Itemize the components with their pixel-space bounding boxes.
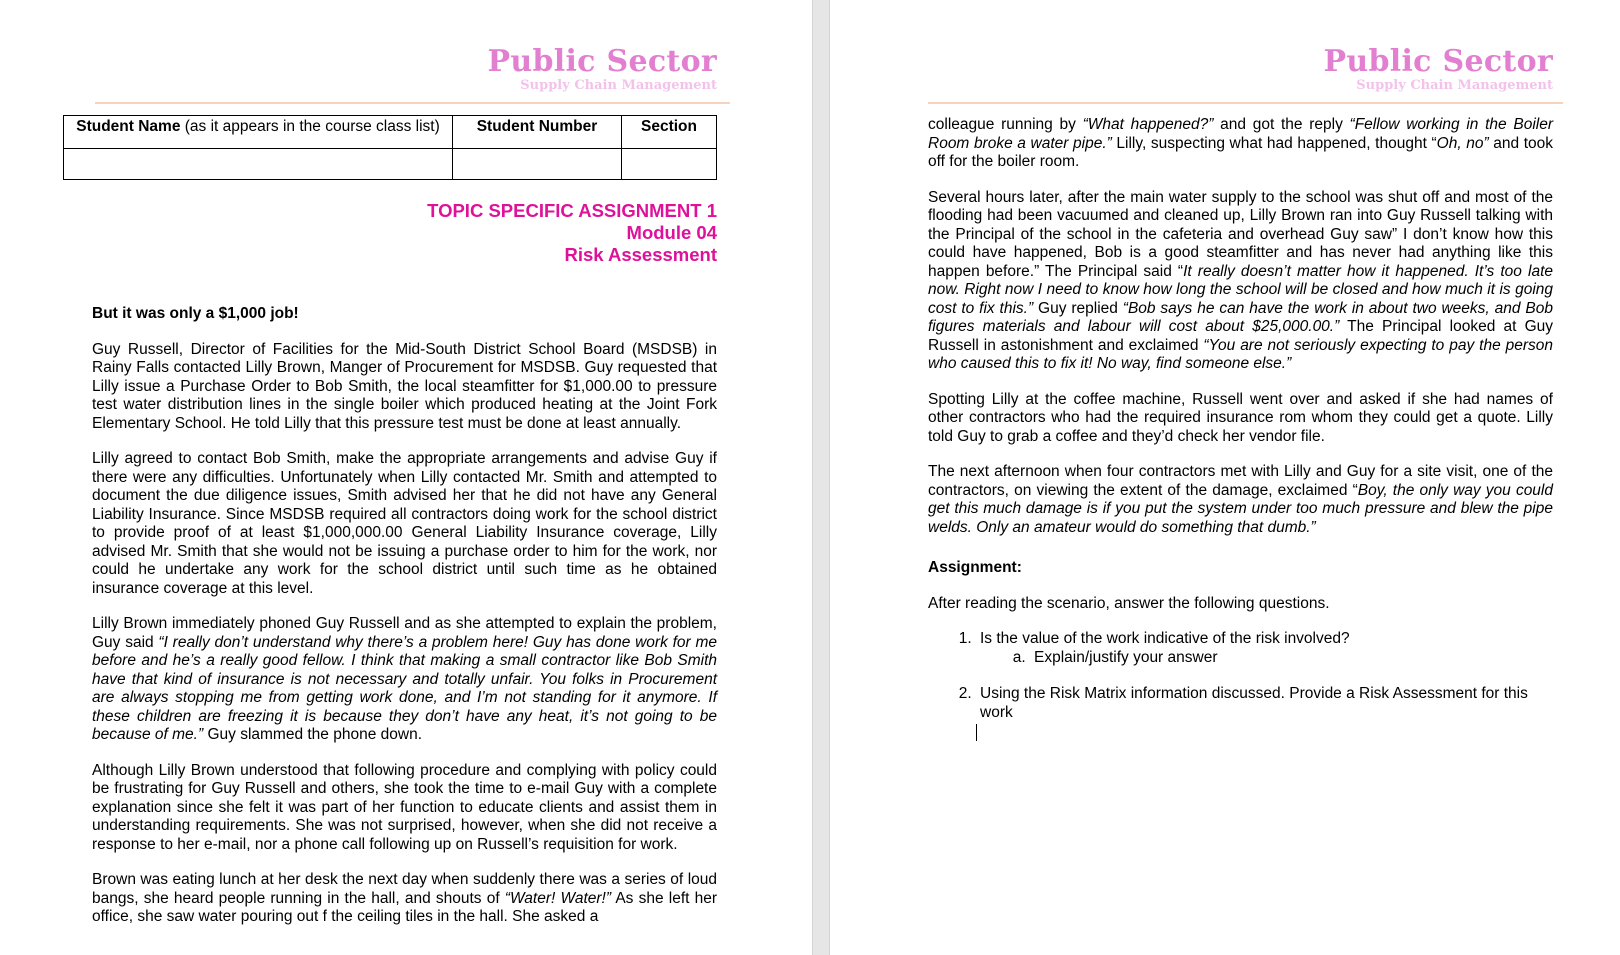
paragraph: Lilly Brown immediately phoned Guy Russell and as she attempted to explain the problem, Guy said “I really don’t understand why there’s a problem here! Guy has done work for me before and he’s a really good fellow. I think that making a small contractor like Bob Smith have that kind of insurance is not necessary and totally unfair. You folks in Procurement are always stopping me from getting work done, and I’m not standing for it anymore. If these children are freezing it is because they don’t have any heat, it’s not going to be because of me.” Guy slammed the phone down. [92, 615, 717, 743]
sub-question-list [980, 649, 1553, 668]
paragraph: Although Lilly Brown understood that following procedure and complying with policy could be frustrating for Guy Russell and others, she took the time to e-mail Guy with a complete explanation since she felt it was part of her function to educate clients and assist them in understanding requirements. She was not surprised, however, when she did not receive a response to her e-mail, nor a phone call following up on Russell’s requisition for work. [92, 761, 717, 853]
student-number-cell[interactable] [453, 149, 622, 180]
instructions: After reading the scenario, answer the following questions. [928, 594, 1330, 612]
header-logo [488, 46, 717, 94]
student-number-header: Student Number [453, 116, 622, 149]
module-number: Module 04 [626, 222, 717, 243]
assignment-label: Assignment: [928, 559, 1022, 576]
question-item: 1. Is the value of the work indicative of the risk involved? a. Explain/justify your answer [976, 630, 1553, 667]
assignment-heading [427, 200, 717, 266]
student-info-table [63, 115, 717, 180]
sub-question-item: a. Explain/justify your answer [1030, 649, 1553, 668]
paragraph: Brown was eating lunch at her desk the next day when suddenly there was a series of loud bangs, she heard people running in the hall, and shouts of “Water! Water!” As she left her office, she saw water pouring out f the ceiling tiles in the hall. She asked a [92, 871, 718, 925]
paragraph: Lilly agreed to contact Bob Smith, make the appropriate arrangements and advise Guy if there were any difficulties. Unfortunately when Lilly contacted Mr. Smith and attempted to document the due diligence issues, Smith advised her that he did not have any General Liability Insurance. Since MSDSB required all contractors doing work for the school district to provide proof of at least $1,000,000.00 General Liability Insurance coverage, Lilly advised Mr. Smith that she would not be issuing a purchase order to him for the work, nor could he undertake any work for the school district until such time as he obtained insurance coverage at this level. [92, 450, 717, 597]
question-item: 2. Using the Risk Matrix information discussed. Provide a Risk Assessment for this work [976, 685, 1553, 722]
paragraph: Guy Russell, Director of Facilities for the Mid-South District School Board (MSDSB) in Rainy Falls contacted Lilly Brown, Manger of Procurement for MSDSB. Guy requested that Lilly issue a Purchase Order to Bob Smith, the local steamfitter for $1,000.00 to pressure test water distribution lines in the single boiler which produced heating at the Joint Fork Elementary School. He told Lilly that this pressure test must be done at least annually. [92, 340, 717, 432]
logo-subtitle: Supply Chain Management [1356, 78, 1553, 93]
paragraph: The next afternoon when four contractors met with Lilly and Guy for a site visit, one of the contractors, on viewing the extent of the damage, exclaimed “Boy, the only way you could get this much damage is if you put the system under too much pressure and blew the pipe welds. Only an amateur would do something that dumb.” [928, 463, 1553, 536]
question-list [928, 630, 1553, 722]
module-topic: Risk Assessment [564, 244, 717, 265]
scenario-title: But it was only a $1,000 job! [92, 305, 299, 322]
scenario-text-right [928, 116, 1553, 743]
section-cell[interactable] [622, 149, 717, 180]
section-header: Section [622, 116, 717, 149]
logo-title: Public Sector [1323, 44, 1553, 79]
paragraph: Several hours later, after the main water supply to the school was shut off and most of the flooding had been vacuumed and cleaned up, Lilly Brown ran into Guy Russell talking with the Principal of the school in the cafeteria and overhead Guy saw” I don’t know how this could have happened, Bob is a good steamfitter and has never had anything like this happen before.” The Principal said “It really doesn’t matter how it happened. It’s too late now. Right now I need to know how long the school will be closed and how much it is going cost to fix this.” Guy replied “Bob says he can have the work in about two weeks, and Bob figures materials and labour will cost about $25,000.00.” The Principal looked at Guy Russell in astonishment and exclaimed “You are not seriously expecting to pay the person who caused this to fix it! No way, find someone else.” [928, 188, 1554, 372]
paragraph: colleague running by “What happened?” and got the reply “Fellow working in the Boiler Room broke a water pipe.” Lilly, suspecting what had happened, thought “Oh, no” and took off for the boiler room. [928, 116, 1554, 170]
header-rule [95, 102, 730, 104]
student-name-cell[interactable] [64, 149, 453, 180]
student-name-header: Student Name (as it appears in the course class list) [64, 116, 453, 149]
text-cursor [976, 724, 977, 741]
header-rule [928, 102, 1563, 104]
scenario-text-left [92, 305, 717, 944]
cursor-line[interactable] [928, 724, 1553, 743]
page-gutter [812, 0, 830, 955]
logo-subtitle: Supply Chain Management [520, 78, 717, 93]
logo-title: Public Sector [487, 44, 717, 79]
paragraph: Spotting Lilly at the coffee machine, Russell went over and asked if she had names of other contractors who had the required insurance rom whom they could get a quote. Lilly told Guy to grab a coffee and they’d check her vendor file. [928, 390, 1553, 445]
assignment-title: TOPIC SPECIFIC ASSIGNMENT 1 [427, 200, 717, 221]
header-logo [1324, 46, 1553, 94]
